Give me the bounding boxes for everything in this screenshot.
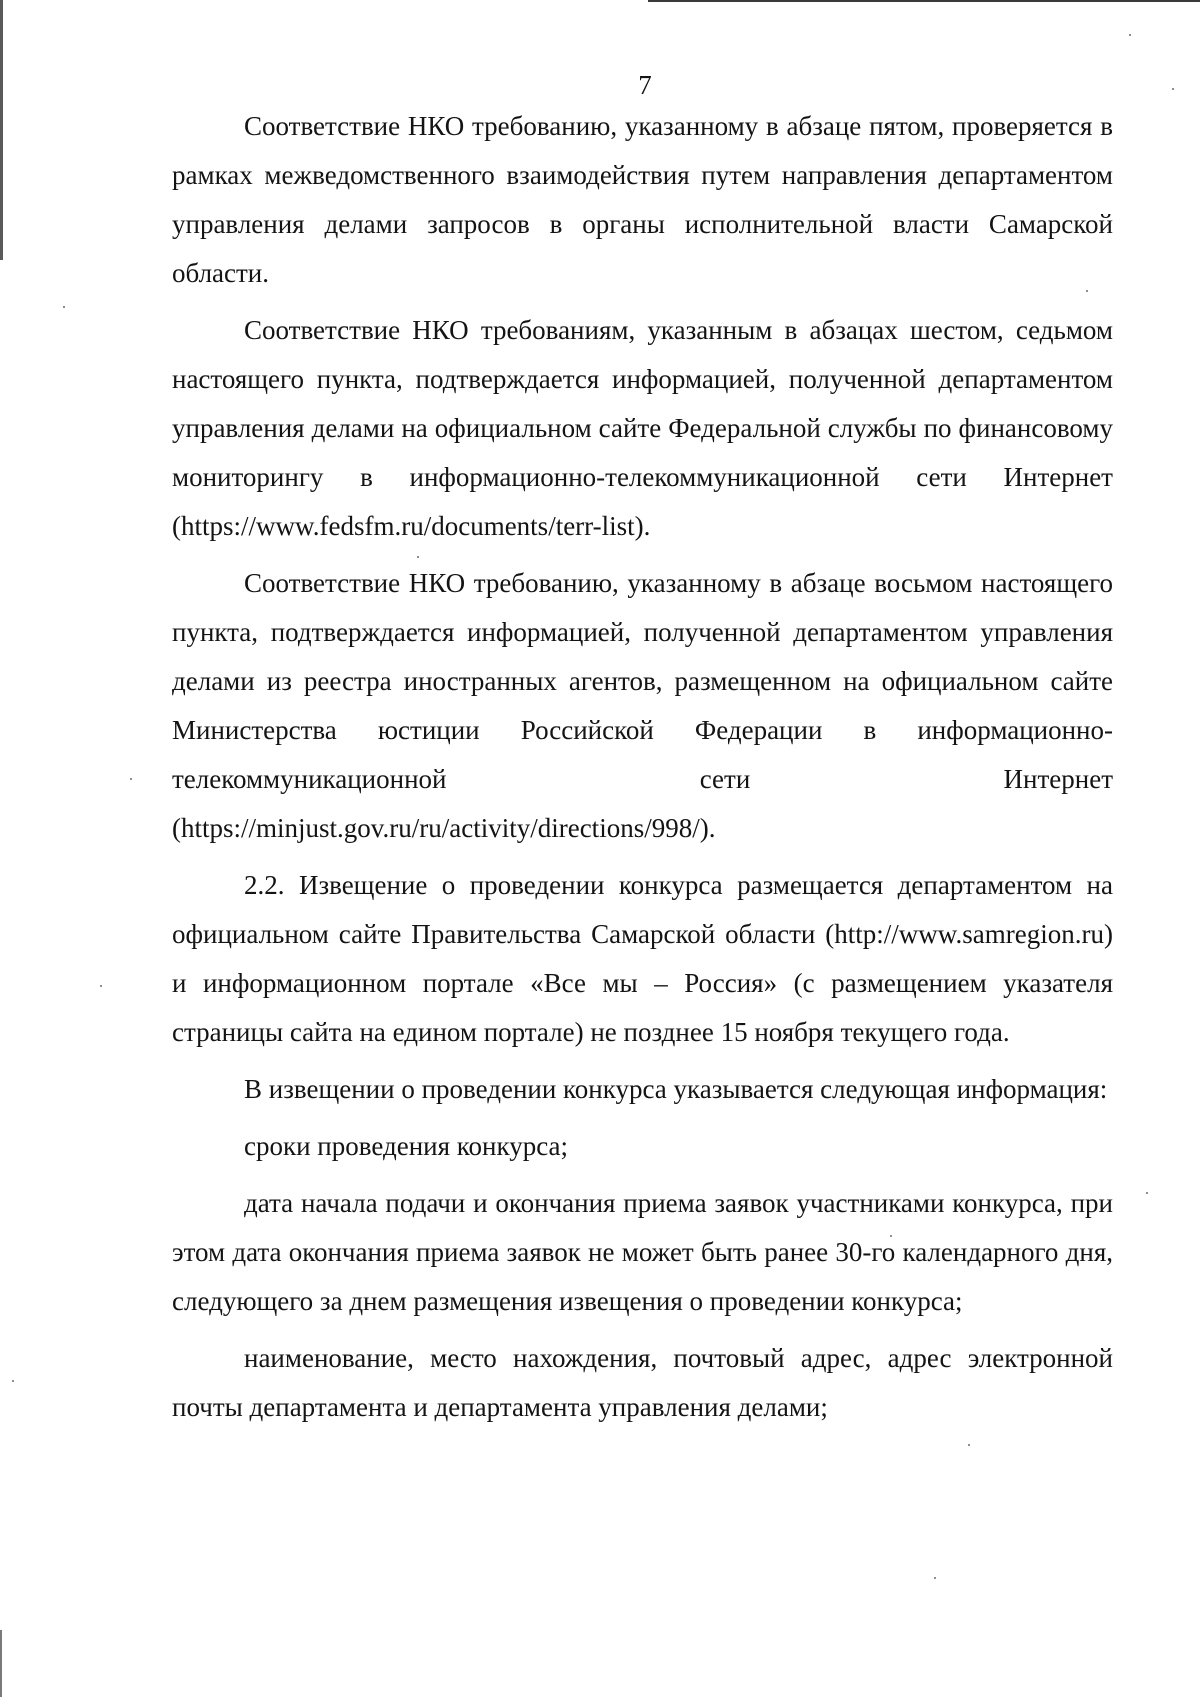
page-number: 7 — [638, 70, 652, 100]
scan-left-edge-lower — [0, 1630, 2, 1697]
paragraph-nko-sixth-seventh-requirements: Соответствие НКО требованиям, указанным в абзацах шестом, седьмом настоящего пункта, подтверждается информацией, полученной департаментом управления делами на официальном сайте Федеральной службы по финансовому мониторингу в информационно-телекоммуникационной сети Интернет (https://www.fedsfm.ru/documents/terr-list). — [172, 315, 1113, 541]
scan-speck — [1146, 1192, 1148, 1194]
scan-speck — [63, 306, 65, 308]
scan-speck — [1129, 34, 1131, 36]
paragraph-nko-eighth-requirement: Соответствие НКО требованию, указанному в абзаце восьмом настоящего пункта, подтверждается информацией, полученной департаментом управления делами из реестра иностранных агентов, размещенном на официальном сайте Министерства юстиции Российской Федерации в информационно-телекоммуникационной сети Интернет (https://minjust.gov.ru/ru/activity/directions/998/). — [172, 568, 1113, 843]
paragraph-contest-notice: 2.2. Извещение о проведении конкурса размещается департаментом на официальном сайте Правительства Самарской области (http://www.samregion.ru) и информационном портале «Все мы – Россия» (с размещением указателя страницы сайта на едином портале) не позднее 15 ноября текущего года. — [172, 870, 1113, 1047]
scan-left-edge — [0, 0, 3, 260]
scan-speck — [968, 1444, 970, 1446]
document-body — [172, 102, 1113, 1432]
list-item-contest-dates: сроки проведения конкурса; — [244, 1131, 568, 1161]
scan-speck — [100, 985, 102, 987]
paragraph-nko-fifth-requirement: Соответствие НКО требованию, указанному в абзаце пятом, проверяется в рамках межведомственного взаимодействия путем направления департаментом управления делами запросов в органы исполнительной власти Самарской области. — [172, 111, 1113, 288]
scan-speck — [130, 778, 132, 780]
scan-speck — [934, 1577, 936, 1579]
list-item-application-dates: дата начала подачи и окончания приема заявок участниками конкурса, при этом дата окончания приема заявок не может быть ранее 30-го календарного дня, следующего за днем размещения извещения о проведении конкурса; — [172, 1188, 1113, 1316]
paragraph-notice-contents: В извещении о проведении конкурса указывается следующая информация: — [244, 1074, 1108, 1104]
scan-speck — [12, 1380, 14, 1382]
list-item-department-contacts: наименование, место нахождения, почтовый адрес, адрес электронной почты департамента и департамента управления делами; — [172, 1343, 1113, 1422]
scan-top-edge — [648, 0, 1200, 2]
